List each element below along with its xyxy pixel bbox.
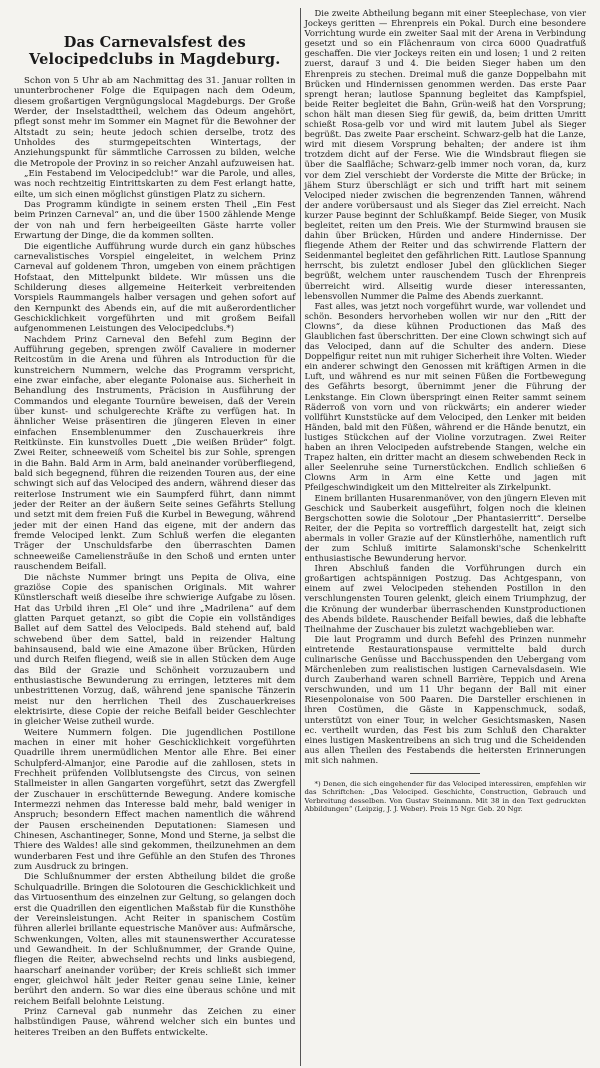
- article-title: Das Carnevalsfest des Velocipedclubs in Magdeburg.: [28, 34, 281, 68]
- paragraph: Die nächste Nummer bringt uns Pepita de Oliva, eine graziöse Copie des spanischen Originals. Mit wahrer Künstlerschaft weiß dieselbe ihre schwierige Aufgabe zu lösen. Hat das Urbild ihren „El Ole“ und ihre „Madrilena“ auf dem glatten Parquet getanzt, so gibt die Copie ein vollständiges Ballet auf dem Sattel des Velocipeds. Bald stehend auf, bald schwebend über dem Sattel, bald in reizender Haltung bahinsausend, bald wie eine Amazone über Brücken, Hürden und durch Reifen fliegend, weiß sie in allen Stücken dem Auge das Bild der Grazie und Schönheit vorzuzaubern und enthusiastische Bewunderung zu erringen, letzteres mit dem unbestrittenen Vorzug, daß, während jene spanische Tänzerin meist nur den herrlichen Theil des Zuschauerkreises elektrisirte, diese Copie der reiche Beifall beider Geschlechter in gleicher Weise zutheil wurde.: [14, 572, 296, 728]
- paragraph: Nachdem Prinz Carneval den Befehl zum Beginn der Aufführung gegeben, sprengen zwölf Cavaliere in moderner Reitcostüm in die Arena und führen als Introduction für die kunstreichern Nummern, welche das Programm verspricht, eine zwar einfache, aber elegante Polonaise aus. Sicherheit in Behandlung des Instruments, Präcision in Ausführung der Commandos und elegante Tournüre beweisen, daß der Verein über kunst- und schulgerechte Kräfte zu verfügen hat. In ähnlicher Weise präsentiren die jüngeren Eleven in einer einfachen Ensemblenummer den Zuschauerkreis ihre Reitkünste. Ein kunstvolles Duett „Die weißen Brüder“ folgt. Zwei Reiter, schneeweiß vom Scheitel bis zur Sohle, sprengen in die Bahn. Bald Arm in Arm, bald aneinander vorüberfliegend, bald sich begegnend, führen die reizenden Touren aus, der eine schwingt sich auf das Velociped des andern, während dieser das reiterlose Instrument wie ein Saumpferd führt, dann nimmt jeder der Reiter an der äußern Seite seines Gefährts Stellung und setzt mit dem freien Fuß die Kurbel in Bewegung, während jeder mit der einen Hand das eigene, mit der andern das fremde Velociped lenkt. Zum Schluß werfen die eleganten Träger der Unschuldsfarbe den überraschten Damen schneeweiße Cameliensträuße in den Schoß und ernten unter rauschendem Beifall.: [14, 334, 296, 573]
- footnote: *) Denen, die sich eingehender für das Velociped interessiren, empfehlen wir das Schriftchen: „Das Velociped. Geschichte, Construction, Gebrauch und Verbreitung desselben. Von Gustav Steinmann. Mit 38 in den Text gedruckten Abbildungen“ (Leipzig, J. J. Weber). Preis 15 Ngr. Geb. 20 Ngr.: [304, 780, 586, 813]
- paragraph: Schon von 5 Uhr ab am Nachmittag des 31. Januar rollten in ununterbrochener Folge die Equipagen nach dem Odeum, diesem großartigen Vergnügungslocal Magdeburgs. Der Große Werder, der Inselstadttheil, welchem das Odeum angehört, pflegt sonst mehr im Sommer ein Magnet für die Bewohner der Altstadt zu sein; heute jedoch schien derselbe, trotz des Unholdes des sturmgepeitschten Wintertags, der Anziehungspunkt für sämmtliche Carrossen zu bilden, welche die Metropole der Provinz in so reicher Anzahl aufzuweisen hat.: [14, 76, 296, 169]
- paragraph: „Ein Festabend im Velocipedclub!“ war die Parole, und alles, was noch rechtzeitig Eintrittskarten zu dem Fest erlangt hatte, eilte, um sich einen möglichst günstigen Platz zu sichern.: [14, 169, 296, 200]
- article-columns: [10, 8, 590, 1066]
- paragraph: Die zweite Abtheilung begann mit einer Steeplechase, von vier Jockeys geritten — Ehrenpreis ein Pokal. Durch eine besondere Vorrichtung wurde ein zweiter Saal mit der Arena in Verbindung gesetzt und so ein Flächenraum von circa 6000 Quadratfuß geschaffen. Die vier Jockeys reiten ein und losen; 1 und 2 reiten zuerst, darauf 3 und 4. Die beiden Sieger haben um den Ehrenpreis zu stechen. Dreimal muß die ganze Doppelbahn mit Brücken und Hindernissen genommen werden. Das erste Paar sprengt heran; lautlose Spannung begleitet das Kampfspiel, beide Reiter begleitet die Bahn, Grün-weiß hat den Vorsprung; schon hält man diesen Sieg für gewiß, da, beim dritten Umritt schießt Rosa-gelb vor und wird mit lautem Jubel als Sieger begrüßt. Das zweite Paar erscheint. Schwarz-gelb hat die Lanze, wird mit diesem Vorsprung behalten; der andere ist ihm trotzdem dicht auf der Ferse. Wie die Windsbraut fliegen sie über die Saalfläche; Schwarz-gelb immer noch voran, da, kurz vor dem Ziel verschiebt der Vorderste die Mitte der Brücke; in jähem Sturz überschlägt er sich und trifft hart mit seinem Velociped nieder zwischen die begrenzenden Tannen, während der andere vorübersaust und als Sieger das Ziel erreicht. Nach kurzer Pause beginnt der Schlußkampf. Beide Sieger, von Musik begleitet, reiten um den Preis. Wie der Sturmwind brausen sie dahin über Brücken, Hürden und andere Hindernisse. Der fliegende Athem der Reiter und das schwirrende Flattern der Seidenmantel begleitet den gefährlichen Ritt. Lautlose Spannung herrscht, bis zuletzt endloser Jubel den glücklichen Sieger begrüßt, welchem unter rauschendem Tusch der Ehrenpreis überreicht wird. Allseitig wurde dieser interessanten, lebensvollen Nummer die Palme des Abends zuerkannt.: [304, 8, 586, 301]
- paragraph: Einem brillanten Husarenmanöver, von den jüngern Eleven mit Geschick und Sauberkeit ausgeführt, folgen noch die kleinen Bergschotten sowie die Solotour „Der Phantasierritt“. Derselbe Reiter, der die Pepita so vortrefflich dargestellt hat, zeigt sich abermals in voller Grazie auf der Künstlerhöhe, namentlich ruft der zum Schluß imitirte Salamonski'sche Schenkelritt enthusiastische Bewunderung hervor.: [304, 492, 586, 564]
- paragraph: Die laut Programm und durch Befehl des Prinzen nunmehr eintretende Restaurationspause vermittelte bald durch culinarische Genüsse und Bacchusspenden den Uebergang vom Märchenleben zum realistischen lustigen Carnevalsdasein. Wie durch Zauberhand waren schnell Barrière, Teppich und Arena verschwunden, und um 11 Uhr begann der Ball mit einer Riesenpolonaise von 500 Paaren. Die Darsteller erschienen in ihren Costümen, die Gäste in Kappenschmuck, sodaß, unterstützt von einer Tour, in welcher Gesichtsmasken, Nasen ec. vertheilt wurden, das Fest bis zum Schluß den Charakter eines lustigen Maskentreibens an sich trug und die Scheidenden aus allen Theilen des Festabends die heitersten Erinnerungen mit sich nahmen.: [304, 633, 586, 765]
- paragraph: Die Schlußnummer der ersten Abtheilung bildet die große Schulquadrille. Bringen die Solotouren die Geschicklichkeit und das Virtuosenthum des einzelnen zur Geltung, so gelangen doch erst die Quadrillen den eigentlichen Maßstab für die Kunsthöhe der Vereinsleistungen. Acht Reiter in spanischem Costüm führen allerlei brillante equestrische Manöver aus: Aufmärsche, Schwenkungen, Volten, alles mit staunenswerther Accuratesse und Gewandheit. In der Schlußnummer, der Grande Quine, fliegen die Reiter, abwechselnd rechts und links ausbiegend, haarscharf aneinander vorüber; der Kreis schließt sich immer enger, gleichwol hält jeder Reiter genau seine Linie, keiner berührt den andern. So war dies eine überaus schöne und mit reichem Beifall belohnte Leistung.: [14, 872, 296, 1007]
- footnote-divider: [410, 773, 480, 774]
- paragraph: Fast alles, was jetzt noch vorgeführt wurde, war vollendet und schön. Besonders hervorheben wollen wir nur den „Ritt der Clowns“, da diese kühnen Productionen das Maß des Glaublichen fast überschritten. Der eine Clown schwingt sich auf das Velociped, dann auf die Schulter des andern. Diese Doppelfigur reitet nun mit ruhiger Sicherheit ihre Volten. Wieder ein anderer schwingt den Genossen mit kräftigen Armen in die Luft, und während es nur mit seinen Füßen die Fortbewegung des Gefährts besorgt, übernimmt jener die Führung der Lenkstange. Ein Clown überspringt einen Reiter sammt seinem Räderroß von vorn und von rückwärts; ein anderer wieder vollführt Kunststücke auf dem Velociped, den Lenker mit beiden Händen, bald mit den Füßen, während er die Hände benutzt, ein lustiges Stückchen auf der Violine vorzutragen. Zwei Reiter haben an ihren Velocipeden aufstrebende Stangen, welche ein Trapez halten, ein dritter macht an diesem schwebenden Reck in aller Seelenruhe seine Turnerstückchen. Endlich schließen 6 Clowns Arm in Arm eine Kette und jagen mit Pfeilgeschwindigkeit um den Mittelreiter als Zirkelpunkt.: [304, 300, 586, 493]
- paragraph: Prinz Carneval gab nunmehr das Zeichen zu einer halbstündigen Pause, während welcher sich ein buntes und heiteres Treiben an den Buffets entwickelte.: [14, 1006, 296, 1038]
- column-right: [301, 8, 591, 1066]
- paragraph: Weitere Nummern folgen. Die jugendlichen Postillone machen in einer mit hoher Geschicklichkeit vorgeführten Quadrille ihrem unermüdlichen Mentor alle Ehre. Bei einer Schulpferd-Almanjor, eine Parodie auf die zahllosen, stets in Frechheit prüfenden Vollblutsengste des Circus, von seinen Stallmeister in allen Gangarten vorgeführt, setzt das Zwergfell der Zuschauer in erschütternde Bewegung. Andere komische Intermezzi nehmen das Interesse bald mehr, bald weniger in Anspruch; besondern Effect machen namentlich die während der Pausen erscheinenden Deputationen: Siamesen und Chinesen, Aschantineger, Sonne, Mond und Sterne, ja selbst die Thiere des Waldes! alle sind gekommen, theilzunehmen an dem wunderbaren Fest und ihre Gefühle an den Stufen des Thrones zum Ausdruck zu bringen.: [14, 727, 296, 873]
- paragraph: Das Programm kündigte in seinem ersten Theil „Ein Fest beim Prinzen Carneval“ an, und die über 1500 zählende Menge der von nah und fern herbeigeeilten Gäste harrte voller Erwartung der Dinge, die da kommen sollten.: [14, 200, 296, 242]
- paragraph: Die eigentliche Aufführung wurde durch ein ganz hübsches carnevalistisches Vorspiel eingeleitet, in welchem Prinz Carneval auf goldenem Thron, umgeben von einem prächtigen Hofstaat, den Mittelpunkt bildete. Wir müssen uns die Schilderung dieses allgemeine Heiterkeit verbreitenden Vorspiels Raummangels halber versagen und gehen sofort auf den Kernpunkt des Abends ein, auf die mit außerordentlicher Geschicklichkeit vorgeführten und mit großem Beifall aufgenommenen Leistungen des Velocipedclubs.*): [14, 241, 296, 335]
- column-left: [10, 8, 300, 1066]
- paragraph: Ihren Abschluß fanden die Vorführungen durch ein großartigen achtspännigen Postzug. Das Achtgespann, von einem auf zwei Velocipeden stehenden Postillon in den verschlungensten Touren gelenkt, gleich einem Triumphzug, der die Krönung der wunderbar überraschenden Kunstproductionen des Abends bildete. Rauschender Beifall bewies, daß die lebhafte Theilnahme der Zuschauer bis zuletzt wachgeblieben war.: [304, 563, 586, 634]
